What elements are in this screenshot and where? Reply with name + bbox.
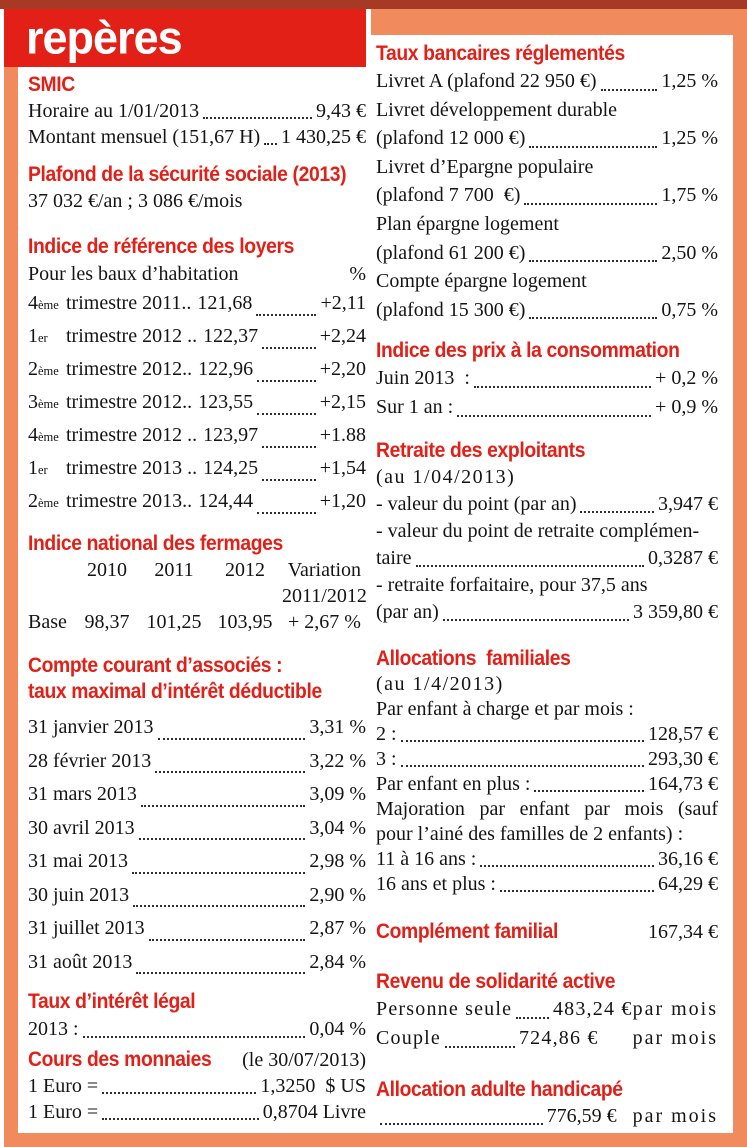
dotted-leader — [529, 146, 657, 148]
line-label: Pour les baux d’habitation — [28, 263, 239, 285]
line-label: Personne seule — [376, 998, 513, 1021]
line-value: 293,30 € — [648, 748, 718, 771]
line — [28, 260, 366, 288]
line-value: +2,11 — [320, 292, 366, 314]
line — [28, 420, 366, 453]
line — [376, 697, 718, 722]
line-value: 3 359,80 € — [633, 601, 718, 624]
line-value: % — [349, 263, 366, 285]
section-heading: Indice national des fermages — [28, 532, 283, 555]
ordinal-number: 2 — [28, 490, 38, 512]
dotted-leader — [457, 415, 651, 417]
dotted-leader — [443, 619, 629, 621]
line — [28, 288, 366, 321]
line-text: Livret développement durable — [376, 98, 618, 121]
line-text: 37 032 €/an ; 3 086 €/mois — [28, 190, 243, 212]
section-heading-line — [28, 531, 366, 557]
line — [376, 1103, 718, 1130]
line-value: 128,57 € — [648, 723, 718, 746]
section-rows — [376, 995, 718, 1053]
line-value: 2,50 % — [661, 241, 718, 264]
line — [28, 1073, 366, 1099]
line — [28, 321, 366, 354]
line-label: 30 avril 2013 — [28, 816, 135, 839]
section-plafond — [28, 162, 366, 214]
section-rows — [376, 1103, 718, 1130]
dotted-leader — [480, 865, 654, 867]
dotted-leader — [155, 771, 305, 773]
line — [376, 124, 718, 153]
line — [28, 845, 366, 879]
line — [28, 778, 366, 812]
line-value: 0,8704 Livre — [262, 1101, 366, 1123]
line-label: 31 juillet 2013 — [28, 917, 145, 939]
dotted-leader — [149, 939, 306, 941]
line — [376, 181, 718, 210]
index-value: 124,44 — [198, 490, 254, 512]
section-heading-line — [28, 162, 366, 188]
section-rows — [376, 672, 718, 897]
line — [376, 296, 718, 325]
line-text: - retraite forfaitaire, pour 37,5 ans — [376, 574, 648, 597]
line — [376, 96, 718, 125]
left-salmon-strip — [4, 66, 18, 1147]
ordinal-suffix: ème — [38, 430, 59, 444]
dotted-leader — [529, 317, 657, 319]
line-label: 1 Euro = — [28, 1075, 99, 1097]
dotted-leader — [256, 314, 316, 316]
ordinal-suffix: ème — [38, 496, 59, 510]
line-value: 36,16 € — [658, 848, 718, 871]
index-value: 122,37 — [203, 325, 259, 347]
line-value: +2,24 — [319, 325, 366, 347]
dotted-leader — [380, 1123, 543, 1125]
dotted-leader — [534, 790, 644, 792]
section-heading: Revenu de solidarité active — [376, 970, 616, 994]
section-heading: Complément familial — [376, 920, 558, 944]
ordinal-number: 2 — [28, 358, 38, 380]
dotted-leader — [257, 413, 316, 415]
section-heading: Taux d’intérêt légal — [28, 990, 196, 1013]
line-label: trimestre 2012.. — [66, 391, 193, 413]
section-rows — [28, 1073, 366, 1125]
index-value: 121,68 — [197, 292, 253, 314]
line-value: 0,3287 € — [648, 547, 718, 570]
line — [376, 797, 718, 822]
dotted-leader — [264, 143, 277, 145]
dotted-leader — [262, 446, 316, 448]
line-value: +1.88 — [319, 424, 366, 446]
dotted-leader — [136, 972, 305, 974]
bottom-salmon-strip — [4, 1133, 747, 1147]
line-text: pour l’ainé des familles de 2 enfants) : — [376, 823, 684, 846]
line — [376, 599, 718, 626]
index-value: 123,55 — [198, 391, 254, 413]
line-label: 1 Euro = — [28, 1101, 99, 1123]
line-value: 1,25 % — [661, 127, 718, 150]
line-label: Couple — [376, 1027, 441, 1050]
line-text: Par enfant à charge et par mois : — [376, 698, 634, 721]
line-label: (plafond 12 000 €) — [376, 127, 526, 150]
right-column — [376, 35, 718, 1130]
index-value: 123,97 — [203, 424, 259, 446]
dotted-leader — [601, 89, 658, 91]
section-heading: Indice des prix à la consommation — [376, 339, 680, 363]
line-label: Juin 2013 : — [376, 367, 470, 390]
line-value: 1 430,25 € — [281, 126, 366, 148]
line-value: 9,43 € — [316, 100, 366, 122]
section-heading: Taux bancaires réglementés — [376, 42, 625, 65]
line-value: 1,75 % — [661, 184, 718, 207]
section-legal — [28, 989, 366, 1043]
section-loyers — [28, 234, 366, 519]
line — [28, 1015, 366, 1043]
line — [376, 364, 718, 393]
line-label: 31 août 2013 — [28, 950, 133, 973]
dotted-leader — [500, 890, 654, 892]
section-fermages — [28, 531, 366, 635]
section-heading-line — [28, 989, 366, 1015]
section-rows — [376, 364, 718, 422]
line-value: 776,59 € — [546, 1105, 617, 1128]
section-compte — [28, 653, 366, 979]
line-suffix: par mois — [632, 1105, 718, 1128]
section-heading: Cours des monnaies — [28, 1048, 212, 1071]
line-label: 28 février 2013 — [28, 749, 152, 772]
line — [376, 267, 718, 296]
dotted-leader — [401, 765, 644, 767]
line — [376, 210, 718, 239]
section-heading: Retraite des exploitants — [376, 439, 586, 463]
line — [28, 1099, 366, 1125]
line-text: (au 1/04/2013) — [376, 466, 516, 489]
line — [376, 822, 718, 847]
section-heading-line — [376, 1077, 718, 1103]
line-value: 3,947 € — [658, 493, 718, 516]
line-label: 31 mars 2013 — [28, 783, 137, 805]
section-rows — [28, 260, 366, 519]
table-value: 101,25 — [146, 611, 202, 633]
section-heading-line — [376, 919, 718, 945]
ordinal-suffix: er — [38, 463, 48, 477]
section-heading-line — [28, 1047, 366, 1073]
line-value: 1,3250 $ US — [260, 1075, 366, 1097]
line-text: - valeur du point de retraite complémen- — [376, 520, 700, 543]
line-value: 3,22 % — [309, 749, 366, 772]
line-label: taire — [376, 547, 412, 570]
table-value: + 2,67 % — [287, 611, 361, 633]
fermages-table — [28, 557, 366, 635]
line-label: (plafond 7 700 €) — [376, 184, 521, 207]
line-label: 16 ans et plus : — [376, 873, 496, 896]
line-suffix: par mois — [632, 998, 718, 1021]
line-label: 3 : — [376, 748, 397, 771]
dotted-leader — [133, 905, 305, 907]
line-label: Par enfant en plus : — [376, 773, 531, 796]
section-retraite — [376, 438, 718, 626]
dotted-leader — [529, 260, 657, 262]
line-label: trimestre 2012 .. — [66, 325, 198, 347]
top-dark-strip — [0, 0, 747, 9]
line-label: Montant mensuel (151,67 H) — [28, 126, 261, 148]
line — [376, 672, 718, 697]
line — [376, 393, 718, 422]
line-text: Livret d’Epargne populaire — [376, 155, 594, 178]
line-label: trimestre 2013.. — [66, 490, 193, 512]
line-value: 724,86 € — [518, 1027, 599, 1050]
line — [28, 745, 366, 779]
line-value: 0,04 % — [309, 1018, 366, 1040]
line — [28, 711, 366, 745]
line — [376, 153, 718, 182]
line-label: 30 juin 2013 — [28, 883, 130, 906]
section-heading: Plafond de la sécurité sociale (2013) — [28, 163, 347, 186]
heading-note: (le 30/07/2013) — [242, 1049, 366, 1071]
ordinal-suffix: ème — [38, 298, 59, 312]
line — [376, 545, 718, 572]
section-rows — [376, 464, 718, 626]
dotted-leader — [257, 512, 316, 514]
line-label: trimestre 2011.. — [66, 292, 192, 314]
line-value: +2,15 — [319, 391, 366, 413]
table-header: 2010 — [87, 559, 127, 581]
section-heading-line — [376, 41, 718, 67]
line-value: 1,25 % — [661, 70, 718, 92]
heading-value: 167,34 € — [648, 921, 718, 944]
section-heading-line2: taux maximal d’intérêt déductible — [28, 680, 322, 703]
line-value: + 0,9 % — [655, 396, 718, 419]
line-label: (plafond 15 300 €) — [376, 298, 526, 321]
dotted-leader — [516, 1017, 549, 1019]
line-label: Livret A (plafond 22 950 €) — [376, 70, 597, 92]
table-header: 2012 — [225, 559, 265, 581]
line — [28, 912, 366, 946]
ordinal-number: 1 — [28, 325, 38, 347]
section-heading: Compte courant d’associés : — [28, 654, 283, 677]
section-heading-line — [376, 969, 718, 995]
line-label: 31 janvier 2013 — [28, 716, 154, 738]
line-label: - valeur du point (par an) — [376, 493, 577, 516]
line — [28, 124, 366, 150]
line — [376, 995, 718, 1024]
line — [28, 486, 366, 519]
line — [376, 239, 718, 268]
section-heading: Indice de référence des loyers — [28, 235, 295, 258]
line-label: trimestre 2013 .. — [66, 457, 198, 479]
section-complement — [376, 919, 718, 945]
line — [376, 518, 718, 545]
section-rows — [28, 98, 366, 150]
line-value: + 0,2 % — [655, 367, 718, 390]
line-value: 0,75 % — [661, 298, 718, 321]
table-value: 103,95 — [217, 611, 273, 633]
line-value: 164,73 € — [648, 773, 718, 796]
line-value: 3,04 % — [309, 816, 366, 839]
line-text: (au 1/4/2013) — [376, 673, 504, 696]
dotted-leader — [141, 805, 305, 807]
table-value: 98,37 — [84, 611, 130, 633]
line-value: 2,98 % — [309, 850, 366, 872]
ordinal-number: 4 — [28, 424, 38, 446]
line-value: 3,31 % — [309, 716, 366, 738]
table-header: 2011 — [154, 559, 194, 581]
line-value: +2,20 — [319, 358, 366, 380]
line — [28, 946, 366, 980]
line — [376, 1024, 718, 1053]
line-label: (plafond 61 200 €) — [376, 241, 526, 264]
line-label: (par an) — [376, 601, 439, 624]
section-heading-line — [28, 234, 366, 260]
left-column — [28, 66, 366, 1125]
dotted-leader — [580, 511, 654, 513]
line — [28, 98, 366, 124]
section-heading: SMIC — [28, 73, 75, 96]
line-value: +1,54 — [319, 457, 366, 479]
dotted-leader — [401, 740, 644, 742]
ordinal-suffix: ème — [38, 364, 59, 378]
section-heading: Allocation adulte handicapé — [376, 1078, 623, 1102]
section-prix — [376, 338, 718, 422]
section-smic — [28, 72, 366, 150]
line-label: 2013 : — [28, 1018, 79, 1040]
dotted-leader — [416, 565, 644, 567]
dotted-leader — [102, 1118, 259, 1120]
section-bancaires — [376, 35, 718, 324]
line — [376, 67, 718, 96]
section-heading-line — [28, 72, 366, 98]
section-monnaies — [28, 1047, 366, 1125]
table-row-label: Base — [28, 611, 67, 633]
line-label: trimestre 2012.. — [66, 358, 193, 380]
line-label: 2 : — [376, 723, 397, 746]
section-rows — [376, 67, 718, 324]
line-label: Horaire au 1/01/2013 — [28, 100, 200, 122]
section-heading-line — [376, 438, 718, 464]
line-label: trimestre 2012 .. — [66, 424, 198, 446]
dotted-leader — [524, 203, 657, 205]
dotted-leader — [262, 479, 316, 481]
line — [28, 812, 366, 846]
dotted-leader — [203, 117, 312, 119]
section-rows — [28, 711, 366, 979]
line — [376, 464, 718, 491]
table-header: Variation — [287, 559, 362, 581]
section-aah — [376, 1077, 718, 1130]
line-value: 2,90 % — [309, 883, 366, 906]
line-suffix: par mois — [632, 1027, 718, 1050]
line-text: Compte épargne logement — [376, 270, 587, 293]
dotted-leader — [139, 838, 306, 840]
line — [376, 772, 718, 797]
dotted-leader — [257, 380, 316, 382]
section-heading-line — [28, 653, 366, 679]
ordinal-number: 1 — [28, 457, 38, 479]
dotted-leader — [262, 347, 316, 349]
line-value: 2,87 % — [309, 917, 366, 939]
line — [28, 879, 366, 913]
masthead — [4, 9, 366, 67]
index-value: 122,96 — [198, 358, 254, 380]
index-value: 124,25 — [203, 457, 259, 479]
ordinal-suffix: ème — [38, 397, 59, 411]
line — [376, 747, 718, 772]
line — [28, 387, 366, 420]
dotted-leader — [445, 1046, 515, 1048]
dotted-leader — [83, 1036, 306, 1038]
section-alloc — [376, 646, 718, 897]
table-header-year2: 2011/2012 — [282, 585, 367, 607]
line — [376, 491, 718, 518]
line — [28, 453, 366, 486]
top-right-salmon-strip — [371, 9, 747, 35]
line-text: Plan épargne logement — [376, 212, 559, 235]
line-value: +1,20 — [319, 490, 366, 512]
section-heading: Allocations familiales — [376, 647, 571, 671]
section-rows — [28, 188, 366, 214]
ordinal-suffix: er — [38, 331, 48, 345]
dotted-leader — [158, 738, 306, 740]
line — [28, 188, 366, 214]
line-label: Sur 1 an : — [376, 396, 454, 419]
right-salmon-strip — [733, 9, 747, 1147]
line-value: 2,84 % — [309, 950, 366, 973]
section-heading-line — [376, 646, 718, 672]
line — [376, 722, 718, 747]
line-text: Majoration par enfant par mois (sauf — [376, 798, 718, 821]
section-heading-line — [376, 338, 718, 364]
section-rows — [28, 1015, 366, 1043]
line-label: 11 à 16 ans : — [376, 848, 477, 871]
line — [376, 872, 718, 897]
page-title: repères — [26, 10, 182, 65]
line-label: 31 mai 2013 — [28, 850, 128, 872]
line-value: 483,24 € — [552, 998, 633, 1021]
line — [28, 354, 366, 387]
line — [376, 572, 718, 599]
ordinal-number: 4 — [28, 292, 38, 314]
line — [376, 847, 718, 872]
dotted-leader — [132, 872, 305, 874]
line-value: 3,09 % — [309, 783, 366, 805]
section-rsa — [376, 969, 718, 1053]
dotted-leader — [102, 1092, 256, 1094]
ordinal-number: 3 — [28, 391, 38, 413]
line-value: 64,29 € — [658, 873, 718, 896]
dotted-leader — [474, 386, 651, 388]
